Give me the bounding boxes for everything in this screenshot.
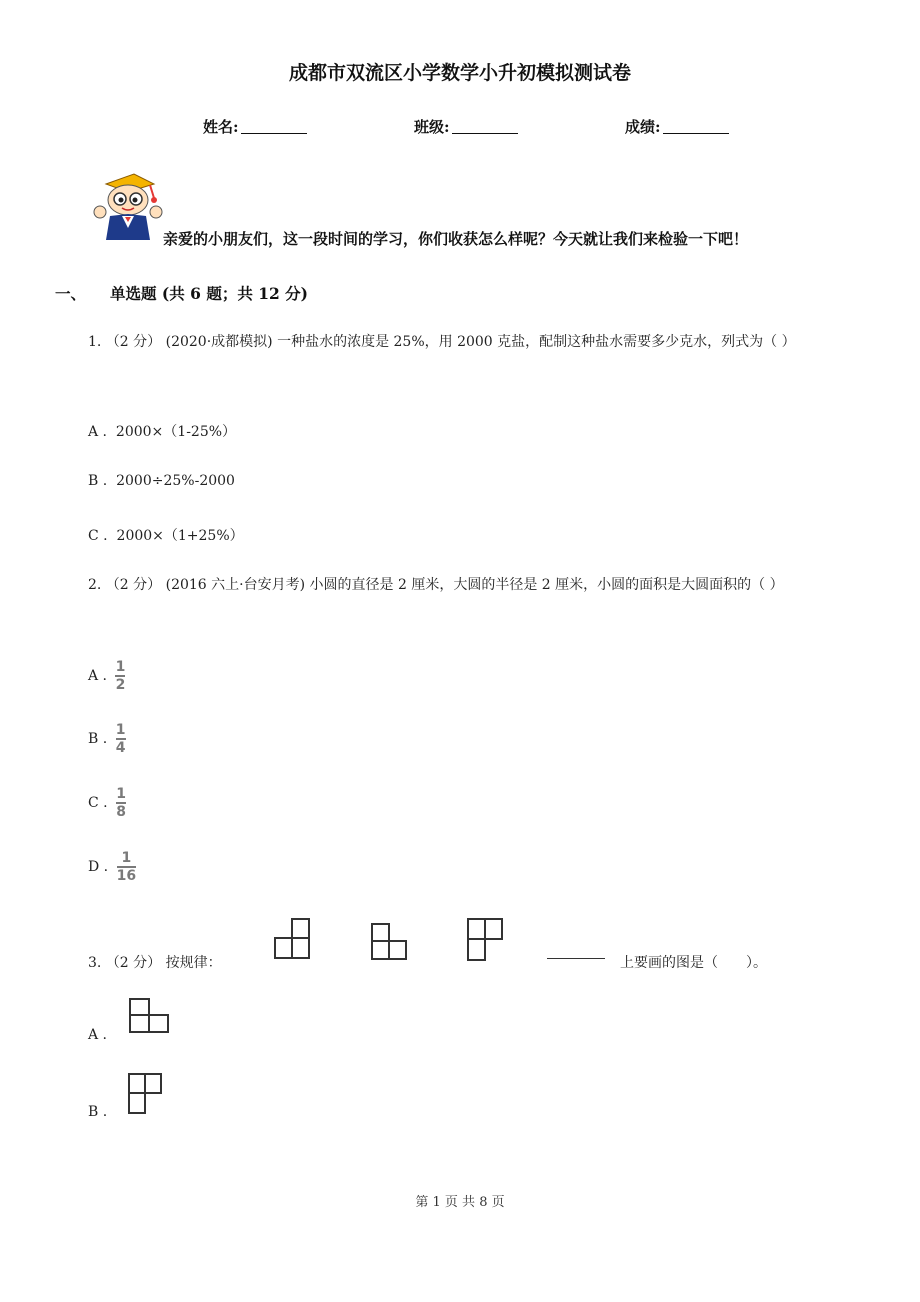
option-letter: A . xyxy=(88,424,108,440)
question-1-text: 1. （2 分） (2020·成都模拟) 一种盐水的浓度是 25%，用 2000 克盐，配制这种盐水需要多少克水，列式为（ ） xyxy=(88,334,796,350)
answer-blank-line[interactable] xyxy=(547,958,605,959)
greeting-text: 亲爱的小朋友们，这一段时间的学习，你们收获怎么样呢？今天就让我们来检验一下吧！ xyxy=(163,230,749,248)
fraction-one-quarter: $\frac{1}{4}$ xyxy=(115,722,126,756)
score-blank[interactable] xyxy=(663,119,729,134)
page-title: 成都市双流区小学数学小升初模拟测试卷 xyxy=(288,62,631,84)
option-text: 2000×（1-25%） xyxy=(115,424,237,440)
section-title: 单选题 (共 6 题；共 12 分) xyxy=(110,284,309,303)
mascot-icon xyxy=(88,170,168,244)
score-label: 成绩: xyxy=(625,118,661,136)
option-letter: C . xyxy=(88,528,108,544)
class-blank[interactable] xyxy=(452,119,518,134)
option-letter: C . xyxy=(88,794,108,811)
question-1-option-a[interactable] xyxy=(88,421,236,441)
section-heading xyxy=(55,282,308,304)
option-text: 2000×（1+25%） xyxy=(116,528,244,544)
page-footer: 第 1 页 共 8 页 xyxy=(415,1195,505,1210)
fraction-one-eighth: $\frac{1}{8}$ xyxy=(116,786,126,820)
option-letter: B . xyxy=(88,473,108,489)
pattern-figure-3 xyxy=(465,917,505,963)
name-label: 姓名: xyxy=(203,118,239,136)
class-field xyxy=(414,116,518,137)
name-field xyxy=(203,116,307,137)
score-field xyxy=(625,116,729,137)
question-2-option-d[interactable] xyxy=(88,851,136,883)
question-2-option-c[interactable] xyxy=(88,787,126,819)
question-3-option-b-label[interactable]: B . xyxy=(88,1104,108,1120)
question-1-option-c[interactable] xyxy=(88,525,244,545)
question-3-prefix: 3. （2 分） 按规律： xyxy=(88,955,222,971)
question-3-option-a-label[interactable]: A . xyxy=(88,1027,108,1043)
option-letter: A . xyxy=(88,667,108,684)
fraction-one-sixteenth: $\frac{1}{16}$ xyxy=(116,850,137,884)
name-blank[interactable] xyxy=(241,119,307,134)
question-3-option-b-figure[interactable] xyxy=(127,1072,165,1116)
question-2-text: 2. （2 分） (2016 六上·台安月考) 小圆的直径是 2 厘米，大圆的半径是 2 厘米，小圆的面积是大圆面积的（ ） xyxy=(88,577,784,593)
question-1-option-b[interactable] xyxy=(88,473,235,489)
question-2-option-a[interactable] xyxy=(88,660,125,692)
fraction-one-half: $\frac{1}{2}$ xyxy=(115,659,126,693)
question-3-suffix: 上要画的图是（ ）。 xyxy=(620,955,767,971)
option-letter: B . xyxy=(88,730,108,747)
question-3-option-a-figure[interactable] xyxy=(127,997,171,1035)
option-text: 2000÷25%-2000 xyxy=(116,473,235,489)
section-number: 一、 xyxy=(55,284,87,303)
question-2-option-b[interactable] xyxy=(88,723,126,755)
class-label: 班级: xyxy=(414,118,450,136)
pattern-figure-1 xyxy=(272,917,312,961)
option-letter: D . xyxy=(88,858,109,875)
pattern-figure-2 xyxy=(369,922,409,962)
